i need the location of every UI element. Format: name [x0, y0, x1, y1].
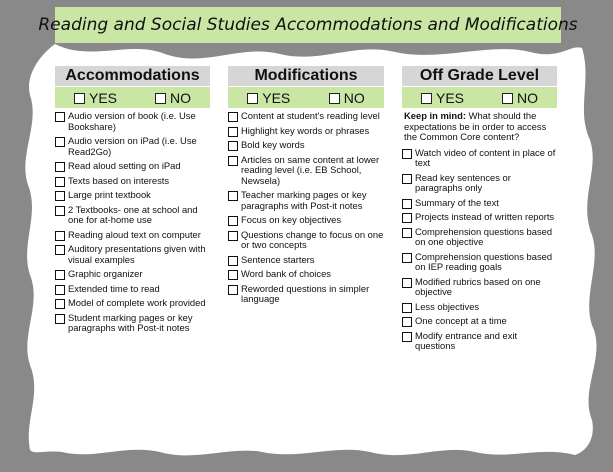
checkbox[interactable] — [55, 137, 65, 147]
checklist-item-label: Audio version on iPad (i.e. Use Read2Go) — [68, 135, 197, 157]
modifications-heading: Modifications — [228, 66, 384, 86]
checklist-item-label: Reading aloud text on computer — [68, 228, 201, 240]
no-option[interactable]: NO — [502, 90, 538, 106]
checkbox[interactable] — [402, 228, 412, 238]
yes-no-row — [402, 87, 557, 108]
off-grade-level-list — [402, 148, 557, 352]
no-option[interactable]: NO — [329, 90, 365, 106]
checkbox[interactable] — [402, 278, 412, 288]
checklist-item[interactable] — [228, 111, 384, 122]
off-grade-level-column — [402, 66, 557, 356]
checkbox[interactable] — [402, 149, 412, 159]
checklist-item[interactable] — [228, 140, 384, 151]
checklist-item-label: Student marking pages or key paragraphs with Post-it notes — [68, 311, 193, 333]
yes-no-row — [55, 87, 210, 108]
checkbox[interactable] — [402, 317, 412, 327]
checklist-item-label: Articles on same content at lower reading level (i.e. EB School, Newsela) — [241, 153, 380, 186]
checklist-item[interactable] — [228, 284, 384, 305]
checklist-item[interactable] — [402, 148, 557, 169]
no-option[interactable]: NO — [155, 90, 191, 106]
page-title: Reading and Social Studies Accommodations and Modifications — [38, 15, 578, 35]
checkbox[interactable] — [55, 191, 65, 201]
yes-checkbox[interactable] — [74, 93, 85, 104]
checkbox[interactable] — [55, 162, 65, 172]
checklist-item-label: Content at student's reading level — [241, 110, 380, 121]
checkbox[interactable] — [55, 299, 65, 309]
checklist-item[interactable] — [55, 111, 210, 132]
checkbox[interactable] — [228, 256, 238, 266]
no-checkbox[interactable] — [502, 93, 513, 104]
checklist-item-label: Reworded questions in simpler language — [241, 282, 370, 304]
checkbox[interactable] — [228, 112, 238, 122]
checklist-item-label: Highlight key words or phrases — [241, 124, 370, 136]
checklist-item[interactable] — [55, 230, 210, 241]
checkbox[interactable] — [228, 231, 238, 241]
yes-checkbox[interactable] — [421, 93, 432, 104]
checklist-item-label: Extended time to read — [68, 282, 160, 294]
off-grade-level-heading: Off Grade Level — [402, 66, 557, 86]
accommodations-list — [55, 111, 210, 334]
checklist-item[interactable] — [402, 331, 557, 352]
checklist-item-label: Comprehension questions based on one objective — [415, 225, 553, 247]
accommodations-heading: Accommodations — [55, 66, 210, 86]
checklist-item-label: Summary of the text — [415, 196, 499, 208]
checkbox[interactable] — [228, 191, 238, 201]
checklist-item[interactable] — [402, 212, 557, 223]
checkbox[interactable] — [402, 332, 412, 342]
checklist-item[interactable] — [55, 176, 210, 187]
checklist-item-label: Auditory presentations given with visual examples — [68, 243, 206, 265]
checkbox[interactable] — [228, 270, 238, 280]
no-checkbox[interactable] — [155, 93, 166, 104]
checkbox[interactable] — [228, 285, 238, 295]
checkbox[interactable] — [402, 253, 412, 263]
checklist-item[interactable] — [228, 269, 384, 280]
no-checkbox[interactable] — [329, 93, 340, 104]
checkbox[interactable] — [402, 174, 412, 184]
checklist-item-label: Focus on key objectives — [241, 214, 342, 225]
checklist-item-label: Word bank of choices — [241, 268, 331, 279]
keep-in-mind-note: Keep in mind: What should the expectations be in order to access the Common Core content? — [404, 110, 547, 142]
checklist-item[interactable] — [55, 284, 210, 295]
checklist-item[interactable] — [55, 161, 210, 172]
checkbox[interactable] — [228, 156, 238, 166]
checklist-item[interactable] — [55, 269, 210, 280]
checklist-item[interactable] — [228, 255, 384, 266]
checkbox[interactable] — [55, 285, 65, 295]
checklist-item-label: Watch video of content in place of text — [415, 146, 556, 168]
checklist-item-label: Modified rubrics based on one objective — [415, 275, 541, 297]
yes-option[interactable]: YES — [247, 90, 290, 106]
checklist-item[interactable] — [55, 313, 210, 334]
checklist-item-label: Bold key words — [241, 139, 305, 150]
checklist-item[interactable] — [55, 190, 210, 201]
checklist-item[interactable] — [402, 302, 557, 313]
checklist-item-label: Audio version of book (i.e. Use Bookshare) — [68, 110, 196, 132]
modifications-column — [228, 66, 384, 309]
checkbox[interactable] — [402, 199, 412, 209]
checklist-item-label: Questions change to focus on one or two concepts — [241, 228, 384, 250]
checklist-item[interactable] — [402, 316, 557, 327]
checklist-item[interactable] — [55, 136, 210, 157]
checkbox[interactable] — [228, 141, 238, 151]
checklist-item-label: 2 Textbooks- one at school and one for at-home use — [68, 203, 198, 225]
checklist-item[interactable] — [228, 230, 384, 251]
checklist-item[interactable] — [55, 244, 210, 265]
checklist-item[interactable] — [55, 298, 210, 309]
checklist-item[interactable] — [402, 277, 557, 298]
checkbox[interactable] — [402, 213, 412, 223]
checklist-item-label: Projects instead of written reports — [415, 211, 555, 222]
checklist-item-label: Texts based on interests — [68, 174, 170, 186]
checklist-item[interactable] — [402, 173, 557, 194]
checklist-item-label: Less objectives — [415, 300, 480, 312]
checklist-item[interactable] — [228, 190, 384, 211]
checklist-item-label: Read key sentences or paragraphs only — [415, 171, 511, 193]
checkbox[interactable] — [228, 127, 238, 137]
yes-checkbox[interactable] — [247, 93, 258, 104]
checkbox[interactable] — [55, 112, 65, 122]
checkbox[interactable] — [55, 177, 65, 187]
title-banner — [38, 7, 578, 43]
checklist-item-label: Graphic organizer — [68, 268, 143, 279]
checklist-item[interactable] — [55, 205, 210, 226]
checkbox[interactable] — [402, 303, 412, 313]
checklist-item-label: Read aloud setting on iPad — [68, 160, 181, 171]
checklist-item-label: Comprehension questions based on IEP reading goals — [415, 250, 553, 272]
checklist-item[interactable] — [228, 215, 384, 226]
yes-no-row — [228, 87, 384, 108]
checklist-item[interactable] — [402, 198, 557, 209]
modifications-list — [228, 111, 384, 305]
checklist-item-label: Modify entrance and exit questions — [415, 329, 518, 351]
yes-option[interactable]: YES — [74, 90, 117, 106]
checklist-item[interactable] — [228, 155, 384, 187]
checkbox[interactable] — [55, 245, 65, 255]
checkbox[interactable] — [55, 231, 65, 241]
checklist-item-label: Large print textbook — [68, 189, 151, 200]
checklist-item-label: One concept at a time — [415, 315, 507, 326]
accommodations-column — [55, 66, 210, 338]
checklist-item[interactable] — [402, 252, 557, 273]
checklist-item[interactable] — [228, 126, 384, 137]
checkbox[interactable] — [55, 270, 65, 280]
yes-option[interactable]: YES — [421, 90, 464, 106]
checklist-item-label: Sentence starters — [241, 253, 315, 265]
checklist-item-label: Model of complete work provided — [68, 297, 206, 308]
checkbox[interactable] — [55, 206, 65, 216]
checkbox[interactable] — [228, 216, 238, 226]
checkbox[interactable] — [55, 314, 65, 324]
checklist-item-label: Teacher marking pages or key paragraphs with Post-it notes — [241, 189, 367, 211]
checklist-item[interactable] — [402, 227, 557, 248]
